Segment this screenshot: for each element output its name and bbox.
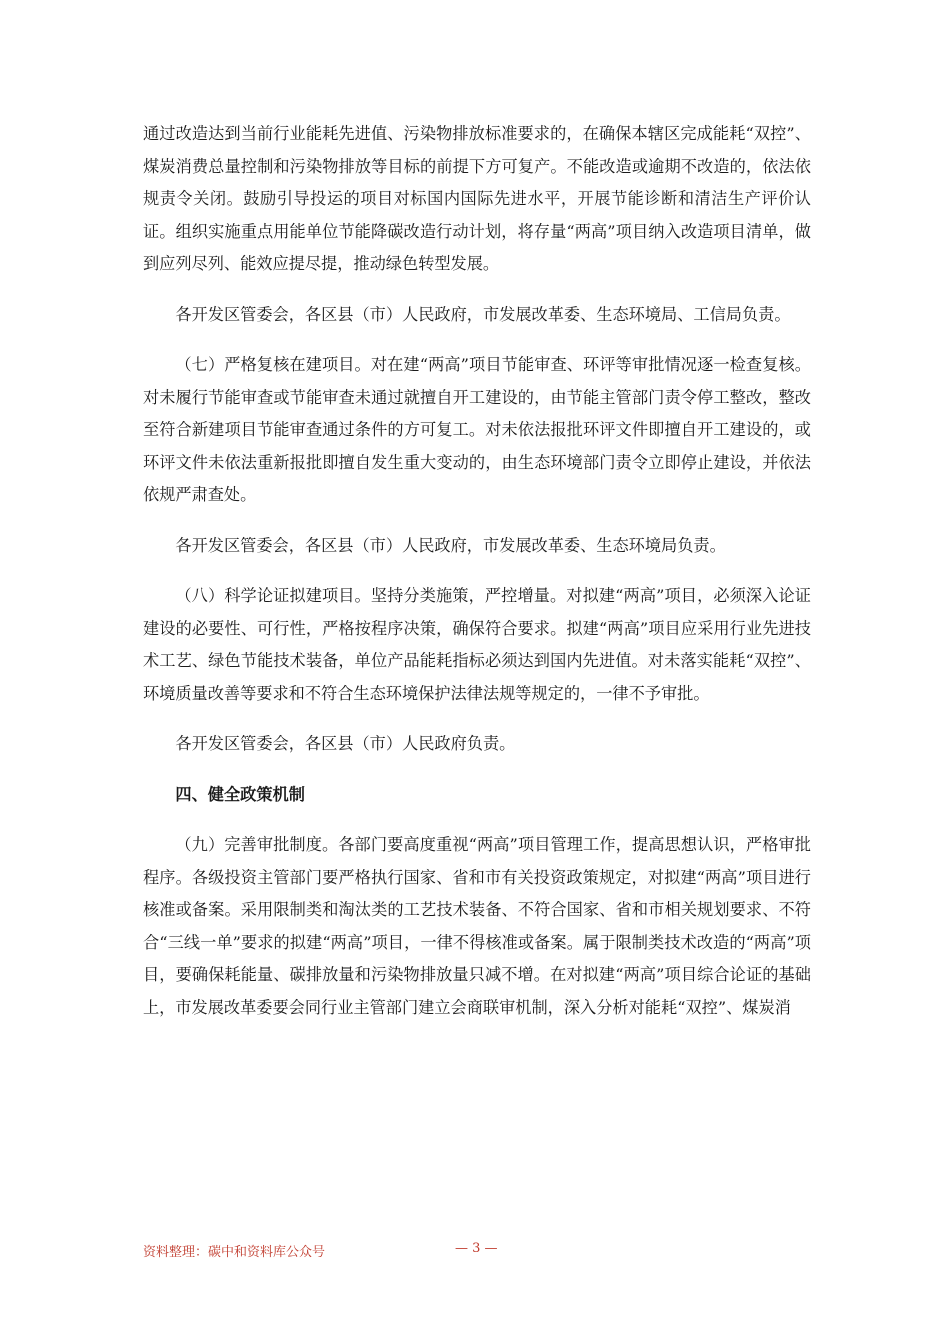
paragraph-item-7: （七）严格复核在建项目。对在建“两高”项目节能审查、环评等审批情况逐一检查复核。对未履行节能审查或节能审查未通过就擅自开工建设的，由节能主管部门责令停工整改，整改至符合新建项目节能审查通过条件的方可复工。对未依法报批环评文件即擅自开工建设的，或环评文件未依法重新报批即擅自发生重大变动的，由生态环境部门责令立即停止建设，并依法依规严肃查处。 (143, 355, 811, 504)
page-number: — 3 — (455, 1241, 498, 1256)
paragraph-item-9: （九）完善审批制度。各部门要高度重视“两高”项目管理工作，提高思想认识，严格审批程序。各级投资主管部门要严格执行国家、省和市有关投资政策规定，对拟建“两高”项目进行核准或备案。采用限制类和淘汰类的工艺技术装备、不符合国家、省和市相关规划要求、不符合“三线一单”要求的拟建“两高”项目，一律不得核准或备案。属于限制类技术改造的“两高”项目，要确保耗能量、碳排放量和污染物排放量只减不增。在对拟建“两高”项目综合论证的基础上，市发展改革委要会同行业主管部门建立会商联审机制，深入分析对能耗“双控”、煤炭消 (143, 835, 811, 1017)
paragraph-responsibility-6: 各开发区管委会，各区县（市）人民政府，市发展改革委、生态环境局、工信局负责。 (175, 304, 791, 324)
document-body (143, 118, 811, 1024)
paragraph-responsibility-8: 各开发区管委会，各区县（市）人民政府负责。 (175, 734, 516, 753)
paragraph-continuation: 通过改造达到当前行业能耗先进值、污染物排放标准要求的，在确保本辖区完成能耗“双控”、煤炭消费总量控制和污染物排放等目标的前提下方可复产。不能改造或逾期不改造的，依法依规责令关闭。鼓励引导投运的项目对标国内国际先进水平，开展节能诊断和清洁生产评价认证。组织实施重点用能单位节能降碳改造行动计划，将存量“两高”项目纳入改造项目清单，做到应列尽列、能效应提尽提，推动绿色转型发展。 (143, 124, 811, 273)
footer-source: 资料整理：碳中和资料库公众号 (143, 1245, 326, 1260)
section-heading-4: 四、健全政策机制 (175, 784, 305, 804)
paragraph-responsibility-7: 各开发区管委会，各区县（市）人民政府，市发展改革委、生态环境局负责。 (175, 535, 726, 555)
paragraph-item-8: （八）科学论证拟建项目。坚持分类施策，严控增量。对拟建“两高”项目，必须深入论证建设的必要性、可行性，严格按程序决策，确保符合要求。拟建“两高”项目应采用行业先进技术工艺、绿色节能技术装备，单位产品能耗指标必须达到国内先进值。对未落实能耗“双控”、环境质量改善等要求和不符合生态环境保护法律法规等规定的，一律不予审批。 (143, 586, 811, 703)
